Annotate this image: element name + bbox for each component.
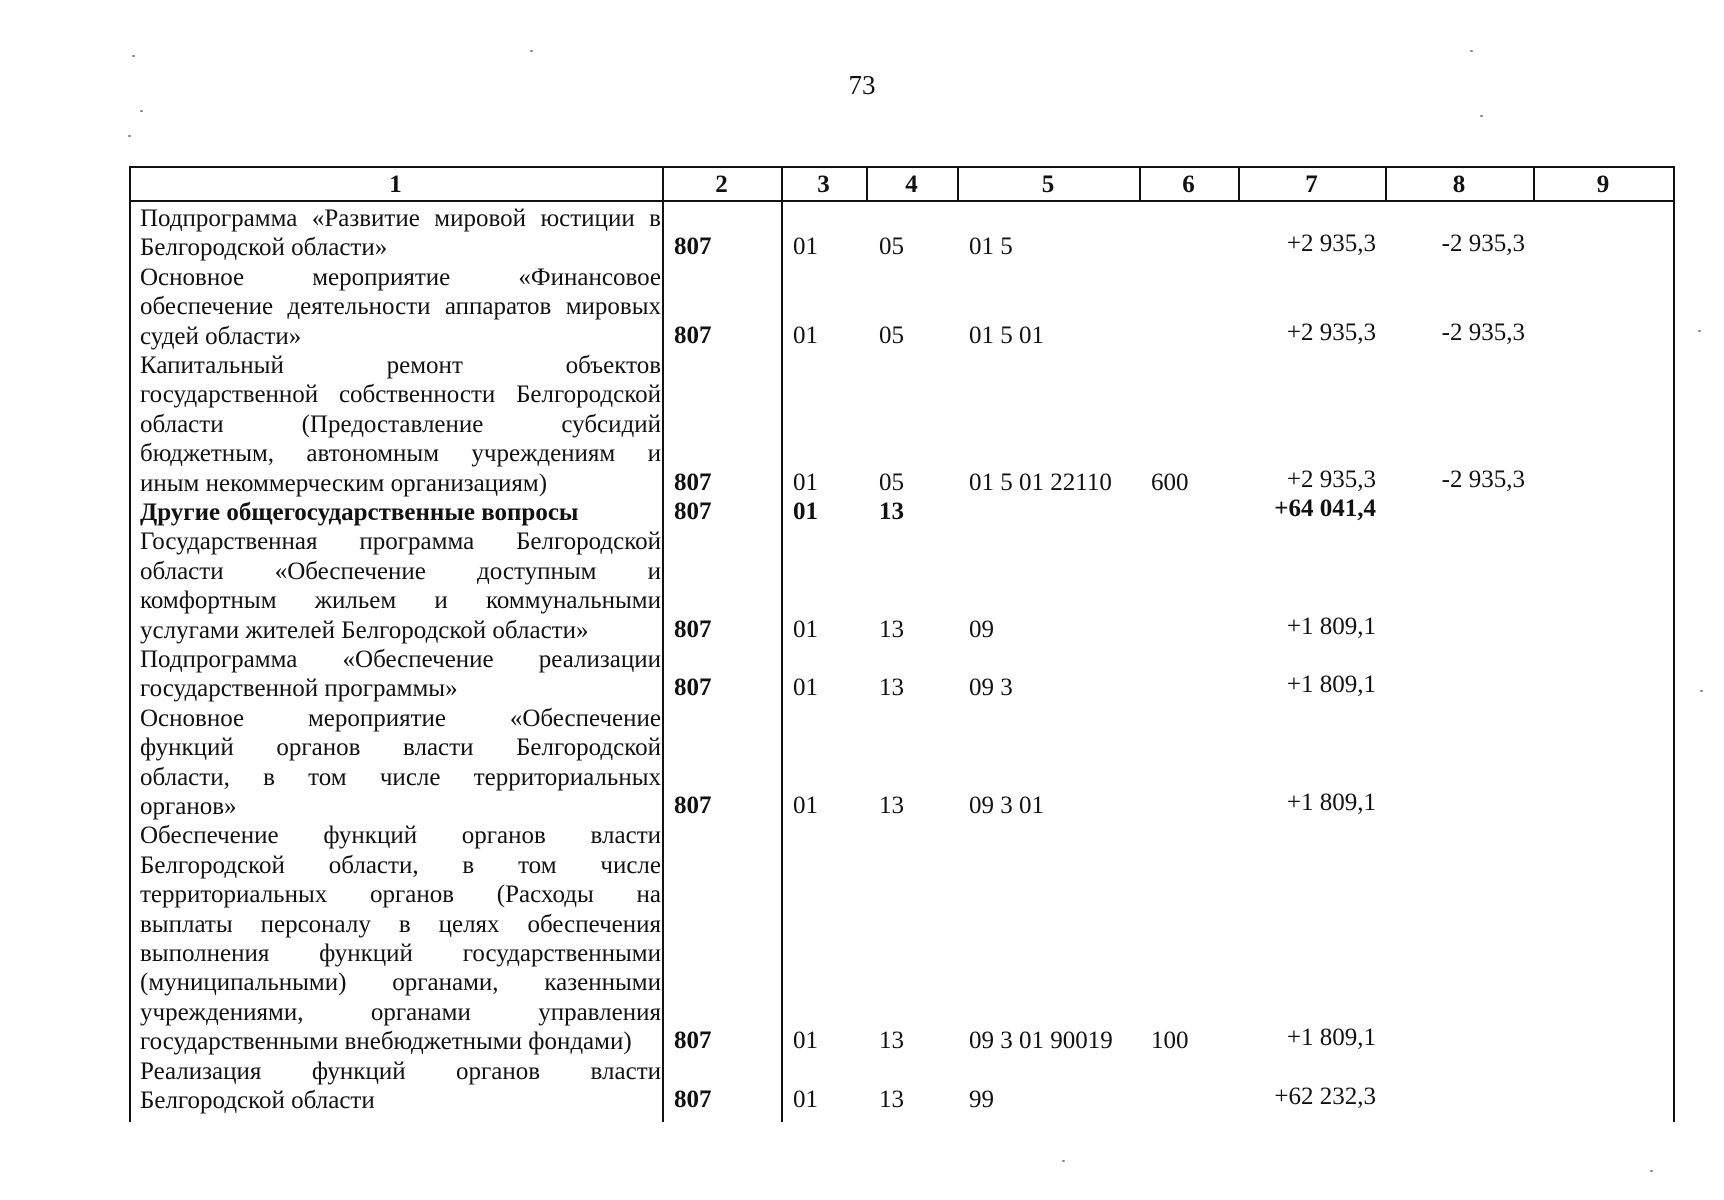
budget-table xyxy=(129,166,1675,1122)
row-description xyxy=(140,263,661,351)
scan-speck xyxy=(1650,1170,1653,1172)
description-line: иным некоммерческим организациям) xyxy=(140,469,548,497)
description-line: Белгородской области xyxy=(140,1087,375,1114)
description-line: обеспечение деятельности аппаратов мировых xyxy=(140,293,661,321)
column-border xyxy=(1673,166,1675,1122)
header-col-1: 1 xyxy=(389,171,402,198)
cell-subsection: 13 xyxy=(879,1085,904,1113)
description-line: государственной программы» xyxy=(140,675,458,703)
cell-code: 807 xyxy=(674,498,712,525)
cell-subsection: 05 xyxy=(879,468,904,496)
cell-expense-type: 600 xyxy=(1151,468,1189,496)
header-col-7: 7 xyxy=(1305,171,1318,198)
cell-code: 807 xyxy=(674,674,712,702)
description-line: бюджетным, автономным учреждениям и xyxy=(140,440,661,468)
description-line: Государственная программа Белгородской xyxy=(140,528,661,556)
cell-target-article: 01 5 01 xyxy=(969,321,1044,349)
description-line: области «Обеспечение доступным и xyxy=(140,557,661,585)
cell-subsection: 13 xyxy=(879,674,904,702)
description-line: функций органов власти Белгородской xyxy=(140,734,661,762)
scan-speck xyxy=(1700,690,1703,692)
row-description xyxy=(140,527,661,645)
table-row xyxy=(129,704,1673,822)
cell-section: 01 xyxy=(793,468,818,496)
row-description xyxy=(140,204,661,263)
description-line: Подпрограмма «Обеспечение реализации xyxy=(140,646,661,673)
cell-code: 807 xyxy=(674,1085,712,1113)
description-line: услугами жителей Белгородской области» xyxy=(140,616,589,644)
header-col-3: 3 xyxy=(817,171,830,198)
cell-section: 01 xyxy=(793,1027,818,1055)
description-line: области (Предоставление субсидий xyxy=(140,410,661,438)
cell-expense-type: 100 xyxy=(1151,1027,1189,1055)
row-description xyxy=(140,351,661,498)
cell-amount-7: +2 935,3 xyxy=(1286,465,1376,493)
row-description xyxy=(140,645,661,704)
description-line: (муниципальными) органами, казенными xyxy=(140,969,661,997)
cell-amount-7: +62 232,3 xyxy=(1274,1082,1376,1110)
header-col-6: 6 xyxy=(1182,171,1195,198)
description-line: органов» xyxy=(140,793,237,821)
table-top-border xyxy=(129,166,1675,168)
cell-target-article: 09 3 01 90019 xyxy=(969,1027,1113,1055)
cell-section: 01 xyxy=(793,498,818,525)
description-line: Капитальный ремонт объектов xyxy=(140,352,661,379)
cell-target-article: 01 5 01 22110 xyxy=(969,468,1112,496)
scan-speck xyxy=(1470,50,1473,52)
cell-code: 807 xyxy=(674,233,712,261)
cell-subsection: 13 xyxy=(879,1027,904,1055)
cell-code: 807 xyxy=(674,1027,712,1055)
cell-section: 01 xyxy=(793,615,818,643)
description-line: Белгородской области» xyxy=(140,234,388,262)
cell-amount-7: +1 809,1 xyxy=(1286,612,1376,640)
description-line: судей области» xyxy=(140,322,302,350)
description-line: Другие общегосударственные вопросы xyxy=(140,499,579,526)
description-line: государственной собственности Белгородской xyxy=(140,381,661,409)
page-number: 73 xyxy=(848,70,876,100)
table-row xyxy=(129,495,1673,527)
cell-section: 01 xyxy=(793,1085,818,1113)
cell-subsection: 13 xyxy=(879,791,904,819)
cell-amount-8: -2 935,3 xyxy=(1441,465,1525,493)
description-line: Основное мероприятие «Обеспечение xyxy=(140,704,661,732)
table-row xyxy=(129,527,1673,645)
cell-amount-7: +2 935,3 xyxy=(1286,230,1376,258)
header-col-5: 5 xyxy=(1041,171,1055,198)
cell-subsection: 05 xyxy=(879,233,904,261)
row-description xyxy=(140,498,661,527)
cell-section: 01 xyxy=(793,233,818,261)
cell-code: 807 xyxy=(674,791,712,819)
row-description xyxy=(140,1057,661,1116)
cell-amount-7: +1 809,1 xyxy=(1286,671,1376,699)
header-col-8: 8 xyxy=(1452,171,1466,198)
scan-speck xyxy=(128,135,131,137)
description-line: Обеспечение функций органов власти xyxy=(140,822,661,850)
description-line: выплаты персоналу в целях обеспечения xyxy=(140,910,661,938)
cell-code: 807 xyxy=(674,615,712,643)
scan-speck xyxy=(132,55,135,57)
table-row xyxy=(129,263,1673,351)
cell-subsection: 13 xyxy=(879,615,904,643)
cell-amount-7: +64 041,4 xyxy=(1274,495,1376,522)
description-line: выполнения функций государственными xyxy=(140,940,661,968)
row-description xyxy=(140,821,661,1056)
table-row xyxy=(129,204,1673,263)
header-bottom-border xyxy=(129,200,1675,202)
description-line: области, в том числе территориальных xyxy=(140,763,661,791)
cell-code: 807 xyxy=(674,468,712,496)
cell-target-article: 99 xyxy=(969,1085,994,1113)
cell-amount-7: +2 935,3 xyxy=(1286,318,1376,346)
cell-section: 01 xyxy=(793,791,818,819)
table-row xyxy=(129,821,1673,1056)
cell-target-article: 09 xyxy=(969,615,994,643)
cell-subsection: 05 xyxy=(879,321,904,349)
cell-target-article: 09 3 xyxy=(969,674,1013,702)
description-line: комфортным жильем и коммунальными xyxy=(140,587,661,615)
description-line: учреждениями, органами управления xyxy=(140,998,661,1026)
cell-code: 807 xyxy=(674,321,712,349)
cell-section: 01 xyxy=(793,321,818,349)
description-line: Реализация функций органов власти xyxy=(140,1057,661,1085)
scan-speck xyxy=(140,110,143,112)
description-line: территориальных органов (Расходы на xyxy=(140,881,661,909)
scan-speck xyxy=(1062,1160,1065,1162)
description-line: Подпрограмма «Развитие мировой юстиции в xyxy=(140,205,661,232)
header-col-9: 9 xyxy=(1596,171,1610,198)
table-row xyxy=(129,351,1673,498)
scan-speck xyxy=(530,50,533,52)
scan-speck xyxy=(1698,330,1701,332)
header-col-4: 4 xyxy=(905,171,918,198)
cell-amount-8: -2 935,3 xyxy=(1441,230,1525,258)
cell-section: 01 xyxy=(793,674,818,702)
description-line: государственными внебюджетными фондами) xyxy=(140,1028,632,1056)
cell-target-article: 01 5 xyxy=(969,233,1013,261)
description-line: Основное мероприятие «Финансовое xyxy=(140,263,661,291)
description-line: Белгородской области, в том числе xyxy=(140,851,661,879)
table-row xyxy=(129,645,1673,704)
header-col-2: 2 xyxy=(715,171,728,198)
cell-amount-7: +1 809,1 xyxy=(1286,788,1376,816)
cell-amount-7: +1 809,1 xyxy=(1286,1024,1376,1052)
row-description xyxy=(140,704,661,822)
cell-amount-8: -2 935,3 xyxy=(1441,318,1525,346)
table-row xyxy=(129,1057,1673,1116)
scan-speck xyxy=(1480,115,1483,117)
cell-target-article: 09 3 01 xyxy=(969,791,1044,819)
cell-subsection: 13 xyxy=(879,498,904,525)
